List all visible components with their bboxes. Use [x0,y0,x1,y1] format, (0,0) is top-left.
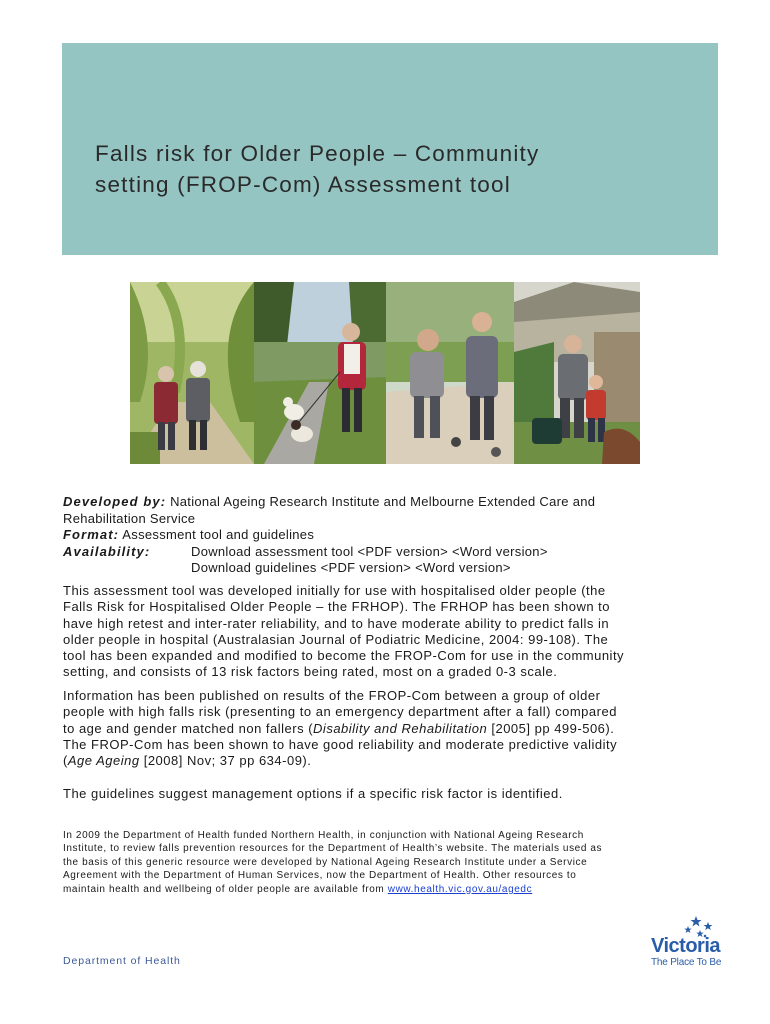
title-banner [62,43,718,255]
results-line-3-start: to age and gender matched non fallers ( [63,720,314,736]
funding-line-3: the basis of this generic resource were developed by National Ageing Research Institute under a Service [63,856,588,868]
download-guidelines[interactable]: Download guidelines <PDF version> <Word version> [191,560,511,575]
results-line-3 [63,721,715,737]
intro-line-6: setting, and consists of 13 risk factors being rated, most on a graded 0-3 scale. [63,664,558,680]
journal-title-2: Age Ageing [67,753,140,769]
results-line-3-end: [2005] pp 499-506). [487,720,615,736]
intro-line-2: Falls Risk for Hospitalised Older People – the FRHOP). The FRHOP has been shown to [63,599,611,615]
men-playing-bocce-photo [386,282,514,464]
results-paragraph [63,688,715,769]
format-label: Format: [63,527,120,542]
journal-title: Disability and Rehabilitation [313,720,488,736]
funding-line-5-text: maintain health and wellbeing of older people are available from [63,883,388,895]
availability-row [63,544,703,561]
intro-line-4: older people in hospital (Australasian Journal of Podiatric Medicine, 2004: 99-108). The [63,631,609,647]
funding-note [63,829,713,896]
availability-label: Availability: [63,543,151,559]
funding-line-5 [63,883,713,896]
results-line-1: Information has been published on results of the FROP-Com between a group of older [63,688,601,703]
developed-by-value: National Ageing Research Institute and Melbourne Extended Care and [170,494,596,509]
funding-line-2: Institute, to review falls prevention resources for the Department of Health’s website. The materials used as [63,843,603,855]
title-line-2: setting (FROP-Com) Assessment tool [95,172,511,197]
results-line-5-end: [2008] Nov; 37 pp 634-09). [139,753,312,769]
title-line-1: Falls risk for Older People – Community [95,141,540,166]
couple-walking-photo [130,282,254,464]
victoria-tagline: The Place To Be [651,957,722,968]
results-line-2: people with high falls risk (presenting to an emergency department after a fall) compared [63,704,617,720]
page-title [95,138,539,200]
funding-line-4: Agreement with the Department of Human Services, now the Department of Health. Other resources to [63,870,577,882]
resource-details [63,494,703,577]
intro-line-5: tool has been expanded and modified to become the FROP-Com for use in the community [63,648,625,664]
woman-walking-dogs-photo [254,282,386,464]
intro-paragraph [63,583,715,681]
developed-by-label: Developed by: [63,494,167,509]
department-footer: Department of Health [63,955,181,967]
developed-by-row [63,494,703,511]
format-value: Assessment tool and guidelines [122,527,315,542]
developed-by-row-cont: Rehabilitation Service [63,510,196,526]
results-line-5-start: ( [63,753,68,769]
agedc-link[interactable]: www.health.vic.gov.au/agedc [387,883,533,895]
download-assessment-tool[interactable]: Download assessment tool <PDF version> <Word version> [191,543,548,559]
guidelines-paragraph: The guidelines suggest management options if a specific risk factor is identified. [63,786,563,801]
results-line-4: The FROP-Com has been shown to have good reliability and moderate predictive validity [63,736,618,752]
intro-line-3: have high retest and inter-rater reliability, and to have moderate ability to predict falls in [63,615,610,631]
victoria-wordmark: Victoria [651,935,720,957]
intro-line-1: This assessment tool was developed initially for use with hospitalised older people (the [63,583,606,598]
funding-line-1: In 2009 the Department of Health funded Northern Health, in conjunction with National Ageing Research [63,830,584,841]
garden-raking-photo [514,282,640,464]
victoria-logo [648,914,724,970]
format-row [63,527,703,544]
results-line-5 [63,753,715,769]
